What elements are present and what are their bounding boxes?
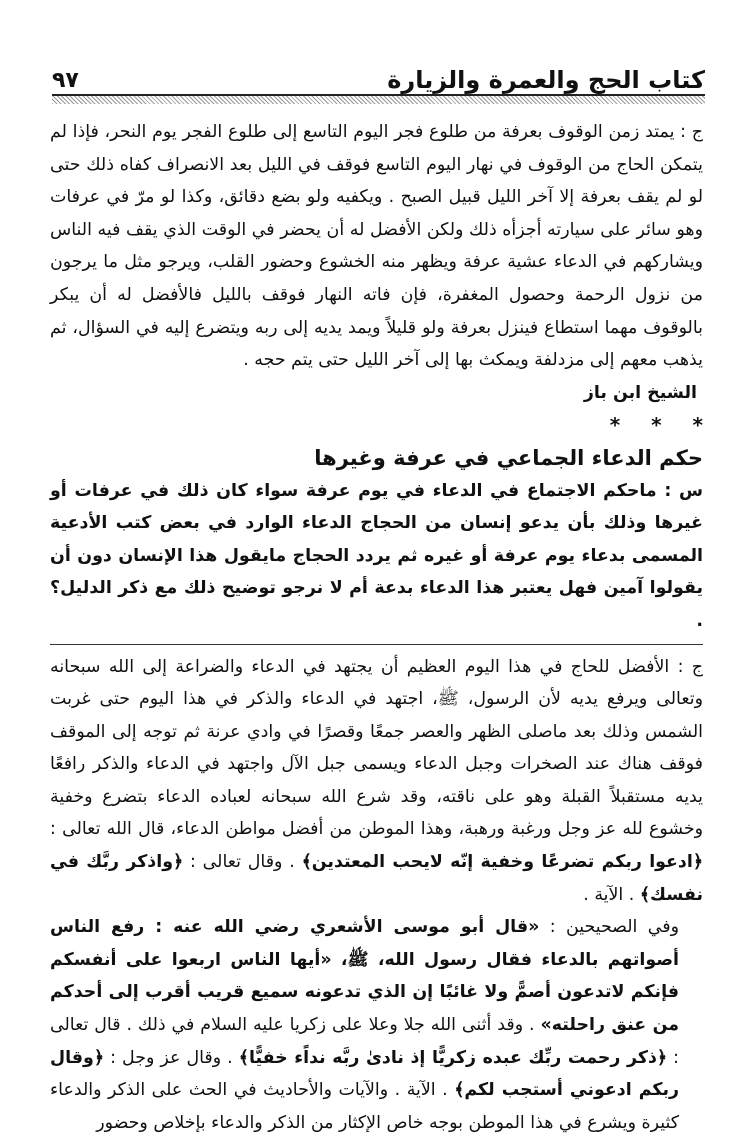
answer-paragraph-2 (50, 651, 703, 912)
section-title: حكم الدعاء الجماعي في عرفة وغيرها (314, 445, 703, 470)
answer-text: ج : الأفضل للحاج في هذا اليوم العظيم أن يجتهد في الدعاء والضراعة إلى الله سبحانه وتعالى ويرفع يديه لأن الرسول، ﷺ، اجتهد في الدعاء والذكر في هذا اليوم حتى غربت الشمس وذلك بعد ماصلى الظهر والعصر جمعًا وقصرًا في وادي عرنة ثم توجه إلى الموقف فوقف هناك عند الصخرات وجبل الدعاء ويسمى جبل الآل واجتهد في الدعاء والذكر رافعًا يديه مستقبلاً القبلة وهو على ناقته، وقد شرع الله سبحانه لعباده الدعاء بتضرع وخفية وخشوع لله عز وجل ورغبة ورهبة، وهذا الموطن من أفضل مواطن الدعاء، قال الله تعالى : (50, 656, 703, 840)
hadith-quote: «قال أبو موسى الأشعري رضي الله عنه : رفع الناس أصواتهم بالدعاء فقال رسول الله، ﷺ، «أيها الناس اربعوا على أنفسكم فإنكم لاتدعون أصمًّ ولا غائبًا إن الذي تدعونه سميع قريب أقرب إلى أحدكم من عنق راحلته» (50, 917, 680, 1036)
answer-text: . الآية . والآيات والأحاديث في الحث على الذكر والدعاء كثيرة ويشرع في هذا الموطن بوجه خاص الإكثار من الذكر والدعاء بإخلاص وحضور (50, 1080, 679, 1133)
running-header (52, 54, 705, 92)
answer-paragraph-3 (50, 911, 703, 1139)
page-number: ٩٧ (52, 68, 79, 93)
answer-text: . الآية . (583, 884, 635, 905)
quran-verse: ﴿ذكر رحمت ربِّك عبده زكريًّا إذ نادىٰ ربَّه نداًء خفيًّا﴾ (238, 1047, 668, 1068)
quran-verse: ﴿واذكر ربَّك في نفسك﴾ (50, 852, 703, 905)
answer-paragraph: ج : يمتد زمن الوقوف بعرفة من طلوع فجر اليوم التاسع إلى طلوع الفجر يوم النحر، فإذا لم يتمكن الحاج من الوقوف في نهار اليوم التاسع فوقف في الليل بعد الانصراف كفاه ذلك حتى لو لم يقف بعرفة إلا آخر الليل قبيل الصبح . ويكفيه ولو بضع دقائق، وكذا لو مرّ في عرفات وهو سائر على سيارته أجزأه ذلك ولكن الأفضل له أن يحضر في الوقت الذي يقف فيه الناس ويشاركهم في الدعاء عشية عرفة ويظهر منه الخشوع وحضور القلب، ويرجو مثل ما يرجون من نزول الرحمة وحصول المغفرة، فإن فاته النهار فوقف بالليل فالأفضل له أن يبكر بالوقوف مهما استطاع فينزل بعرفة ولو قليلاً ويمد يديه إلى ربه ويتضرع إليه في السؤال، ثم يذهب معهم إلى مزدلفة ويمكث بها إلى آخر الليل حتى يتم حجه . (50, 122, 703, 371)
question-paragraph: س : ماحكم الاجتماع في الدعاء في يوم عرفة سواء كان ذلك في عرفات أو غيرها وذلك بأن يدعو إنسان من الحجاج الدعاء الوارد في بعض كتب الأدعية المسمى بدعاء يوم عرفة أو غيره ثم يردد الحجاج مايقول هذا الإنسان دون أن يقولوا آمين فهل يعتبر هذا الدعاء بدعة أم لا نرجو توضيح ذلك مع ذكر الدليل؟ . (50, 480, 703, 631)
answer-text: . وقال تعالى : (190, 852, 295, 873)
quran-verse: ﴿وقال ربكم ادعوني أستجب لكم﴾ (50, 1047, 679, 1101)
answer-text: . وقال عز وجل : (110, 1047, 233, 1068)
question-divider (50, 644, 703, 645)
section-separator: * * * (609, 413, 703, 438)
answer-text: . وقد أثنى الله جلا وعلا على زكريا عليه السلام في ذلك . قال تعالى : (50, 1015, 680, 1068)
book-title: كتاب الحج والعمرة والزيارة (387, 66, 705, 94)
signature: الشيخ ابن باز (583, 382, 697, 403)
answer-text: وفي الصحيحين : (549, 917, 679, 938)
page-body (50, 116, 703, 1139)
header-rule (52, 94, 705, 104)
quran-verse: ﴿ادعوا ربكم تضرعًا وخفية إنّه لايحب المعتدين﴾ (301, 852, 704, 873)
